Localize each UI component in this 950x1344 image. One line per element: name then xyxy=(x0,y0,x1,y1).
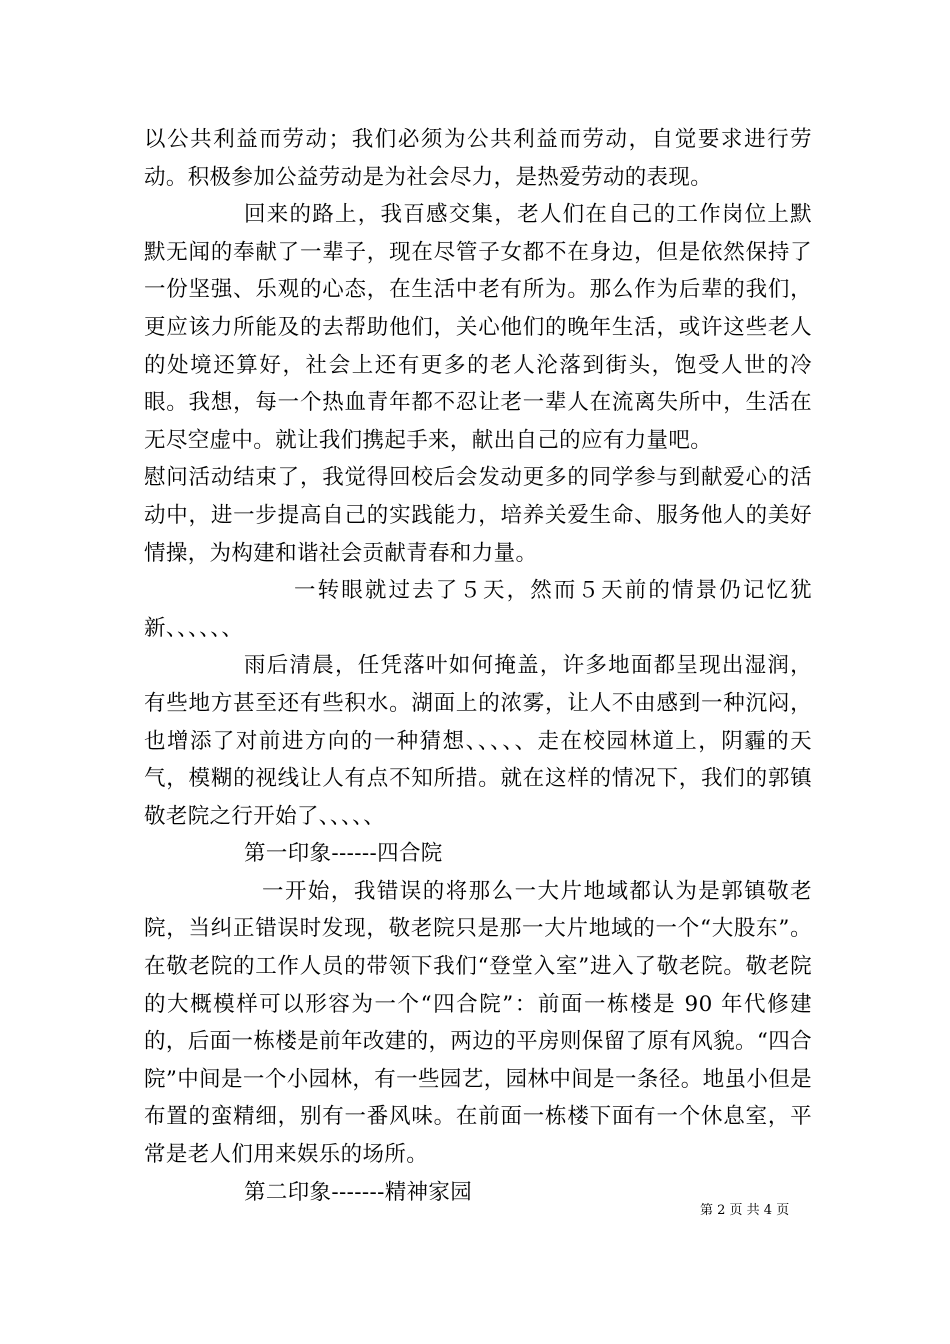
section-heading-second-impression: 第二印象-------精神家园 xyxy=(244,1179,473,1205)
page-number-footer: 第 2 页 共 4 页 xyxy=(700,1203,790,1218)
document-body xyxy=(144,121,812,1211)
section-heading-first-impression: 第一印象------四合院 xyxy=(244,841,443,867)
paragraph-courtyard: 一开始，我错误的将那么一大片地域都认为是郭镇敬老院，当纠正错误时发现，敬老院只是那一大片地域的一个“大股东”。在敬老院的工作人员的带领下我们“登堂入室”进入了敬老院。敬老院的大概模样可以形容为一个“四合院”：前面一栋楼是 90 年代修建的，后面一栋楼是前年改建的，两边的平房则保留了原有风貌。“四合院”中间是一个小园林，有一些园艺，园林中间是一条径。地虽小但是布置的蛮精细，别有一番风味。在前面一栋楼下面有一个休息室，平常是老人们用来娱乐的场所。 xyxy=(144,878,812,1168)
paragraph-way-back: 回来的路上，我百感交集，老人们在自己的工作岗位上默默无闻的奉献了一辈子，现在尽管子女都不在身边，但是依然保持了一份坚强、乐观的心态，在生活中老有所为。那么作为后辈的我们，更应该力所能及的去帮助他们，关心他们的晚年生活，或许这些老人的处境还算好，社会上还有更多的老人沦落到街头，饱受人世的冷眼。我想，每一个热血青年都不忍让老一辈人在流离失所中，生活在无尽空虚中。就让我们携起手来，献出自己的应有力量吧。 xyxy=(144,202,812,453)
paragraph-public-labor: 以公共利益而劳动；我们必须为公共利益而劳动，自觉要求进行劳动。积极参加公益劳动是为社会尽力，是热爱劳动的表现。 xyxy=(144,127,812,190)
paragraph-rainy-morning: 雨后清晨，任凭落叶如何掩盖，许多地面都呈现出湿润，有些地方甚至还有些积水。湖面上的浓雾，让人不由感到一种沉闷，也增添了对前进方向的一种猜想、、、、、走在校园林道上，阴霾的天气，模糊的视线让人有点不知所措。就在这样的情况下，我们的郭镇敬老院之行开始了、、、、、 xyxy=(144,653,812,829)
paragraph-activity-end: 慰问活动结束了，我觉得回校后会发动更多的同学参与到献爱心的活动中，进一步提高自己的实践能力，培养关爱生命、服务他人的美好情操，为构建和谐社会贡献青春和力量。 xyxy=(144,465,812,566)
paragraph-five-days: 一转眼就过去了５天，然而５天前的情景仍记忆犹新、、、、、、 xyxy=(144,578,812,641)
